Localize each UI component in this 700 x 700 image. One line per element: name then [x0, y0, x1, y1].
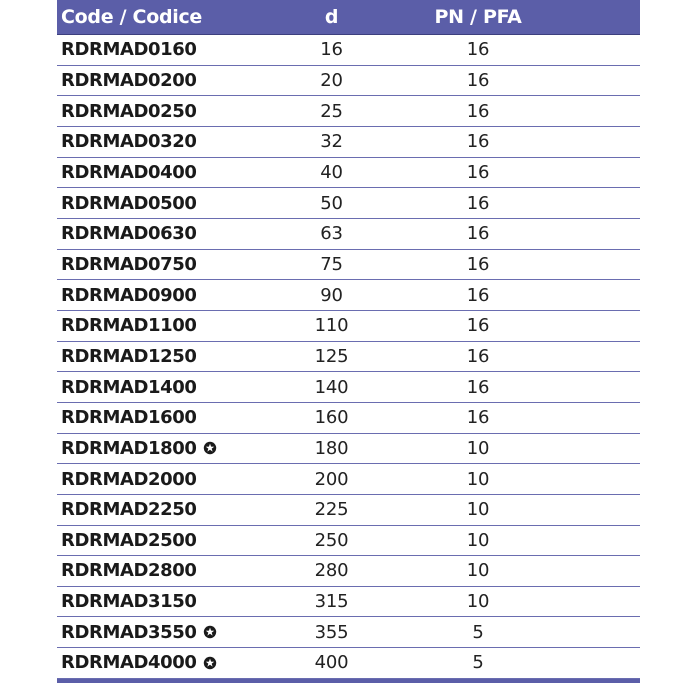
cell-code	[57, 131, 287, 152]
cell-d: 200	[314, 468, 349, 490]
code-text: RDRMAD0500	[61, 192, 197, 214]
cell-d: 140	[314, 376, 349, 398]
code-text: RDRMAD4000	[61, 652, 197, 674]
circled-star-icon	[203, 625, 217, 639]
cell-pn: 10	[466, 560, 490, 582]
cell-pn: 5	[472, 621, 484, 643]
cell-code	[57, 223, 287, 244]
cell-pn: 10	[466, 591, 490, 613]
cell-d: 280	[314, 560, 349, 582]
cell-pn: 16	[466, 315, 490, 337]
header-code: Code / Codice	[61, 6, 203, 28]
cell-code	[57, 315, 287, 336]
code-text: RDRMAD2000	[61, 468, 197, 490]
code-text: RDRMAD2250	[61, 499, 197, 521]
code-text: RDRMAD0160	[61, 39, 197, 61]
cell-code	[57, 254, 287, 275]
cell-pn: 16	[466, 131, 490, 153]
table-bottom-rule	[57, 679, 640, 683]
code-text: RDRMAD1100	[61, 315, 197, 337]
table-row	[57, 188, 640, 219]
code-text: RDRMAD3550	[61, 621, 197, 643]
cell-code	[57, 193, 287, 214]
code-text: RDRMAD0900	[61, 284, 197, 306]
cell-d: 355	[314, 621, 349, 643]
cell-d: 25	[320, 100, 343, 122]
table-row	[57, 96, 640, 127]
cell-code	[57, 499, 287, 520]
cell-pn: 16	[466, 284, 490, 306]
table-row	[57, 280, 640, 311]
code-text: RDRMAD0250	[61, 100, 197, 122]
cell-pn: 16	[466, 39, 490, 61]
cell-d: 32	[320, 131, 343, 153]
header-d: d	[324, 6, 339, 28]
cell-d: 75	[320, 253, 343, 275]
cell-pn: 16	[466, 69, 490, 91]
code-text: RDRMAD1600	[61, 407, 197, 429]
cell-d: 315	[314, 591, 349, 613]
cell-code	[57, 560, 287, 581]
cell-pn: 16	[466, 192, 490, 214]
cell-pn: 10	[466, 529, 490, 551]
cell-d: 50	[320, 192, 343, 214]
table-row	[57, 311, 640, 342]
table-row	[57, 434, 640, 465]
cell-d: 125	[314, 345, 349, 367]
code-text: RDRMAD1400	[61, 376, 197, 398]
cell-code	[57, 377, 287, 398]
table-row	[57, 342, 640, 373]
table-row	[57, 250, 640, 281]
code-text: RDRMAD1800	[61, 437, 197, 459]
code-text: RDRMAD0400	[61, 161, 197, 183]
cell-code	[57, 591, 287, 612]
table-row	[57, 35, 640, 66]
cell-code	[57, 652, 287, 673]
cell-d: 16	[320, 39, 343, 61]
cell-pn: 10	[466, 499, 490, 521]
table-row	[57, 403, 640, 434]
cell-d: 20	[320, 69, 343, 91]
table-row	[57, 464, 640, 495]
cell-d: 110	[314, 315, 349, 337]
code-text: RDRMAD0750	[61, 253, 197, 275]
cell-code	[57, 530, 287, 551]
cell-d: 250	[314, 529, 349, 551]
cell-code	[57, 39, 287, 60]
cell-pn: 16	[466, 223, 490, 245]
code-text: RDRMAD2500	[61, 529, 197, 551]
cell-code	[57, 285, 287, 306]
table-row	[57, 66, 640, 97]
table-header	[57, 0, 640, 35]
circled-star-icon	[203, 656, 217, 670]
table-body	[57, 35, 640, 679]
cell-d: 63	[320, 223, 343, 245]
cell-code	[57, 162, 287, 183]
cell-code	[57, 346, 287, 367]
cell-code	[57, 622, 287, 643]
table-row	[57, 648, 640, 679]
cell-code	[57, 469, 287, 490]
circled-star-icon	[203, 441, 217, 455]
cell-code	[57, 101, 287, 122]
cell-pn: 10	[466, 437, 490, 459]
cell-pn: 16	[466, 407, 490, 429]
table-row	[57, 219, 640, 250]
code-text: RDRMAD3150	[61, 591, 197, 613]
code-text: RDRMAD0200	[61, 69, 197, 91]
cell-d: 400	[314, 652, 349, 674]
code-text: RDRMAD2800	[61, 560, 197, 582]
table-row	[57, 127, 640, 158]
code-text: RDRMAD0630	[61, 223, 197, 245]
cell-pn: 16	[466, 100, 490, 122]
table-row	[57, 495, 640, 526]
cell-pn: 16	[466, 345, 490, 367]
product-table	[57, 0, 640, 683]
table-row	[57, 587, 640, 618]
cell-pn: 10	[466, 468, 490, 490]
cell-pn: 16	[466, 376, 490, 398]
table-row	[57, 556, 640, 587]
table-row	[57, 617, 640, 648]
cell-code	[57, 70, 287, 91]
cell-d: 180	[314, 437, 349, 459]
code-text: RDRMAD0320	[61, 131, 197, 153]
header-pn: PN / PFA	[434, 6, 522, 28]
code-text: RDRMAD1250	[61, 345, 197, 367]
cell-d: 40	[320, 161, 343, 183]
cell-code	[57, 407, 287, 428]
table-row	[57, 526, 640, 557]
cell-pn: 5	[472, 652, 484, 674]
cell-d: 225	[314, 499, 349, 521]
table-row	[57, 372, 640, 403]
cell-pn: 16	[466, 161, 490, 183]
cell-d: 160	[314, 407, 349, 429]
cell-code	[57, 438, 287, 459]
cell-pn: 16	[466, 253, 490, 275]
cell-d: 90	[320, 284, 343, 306]
table-row	[57, 158, 640, 189]
